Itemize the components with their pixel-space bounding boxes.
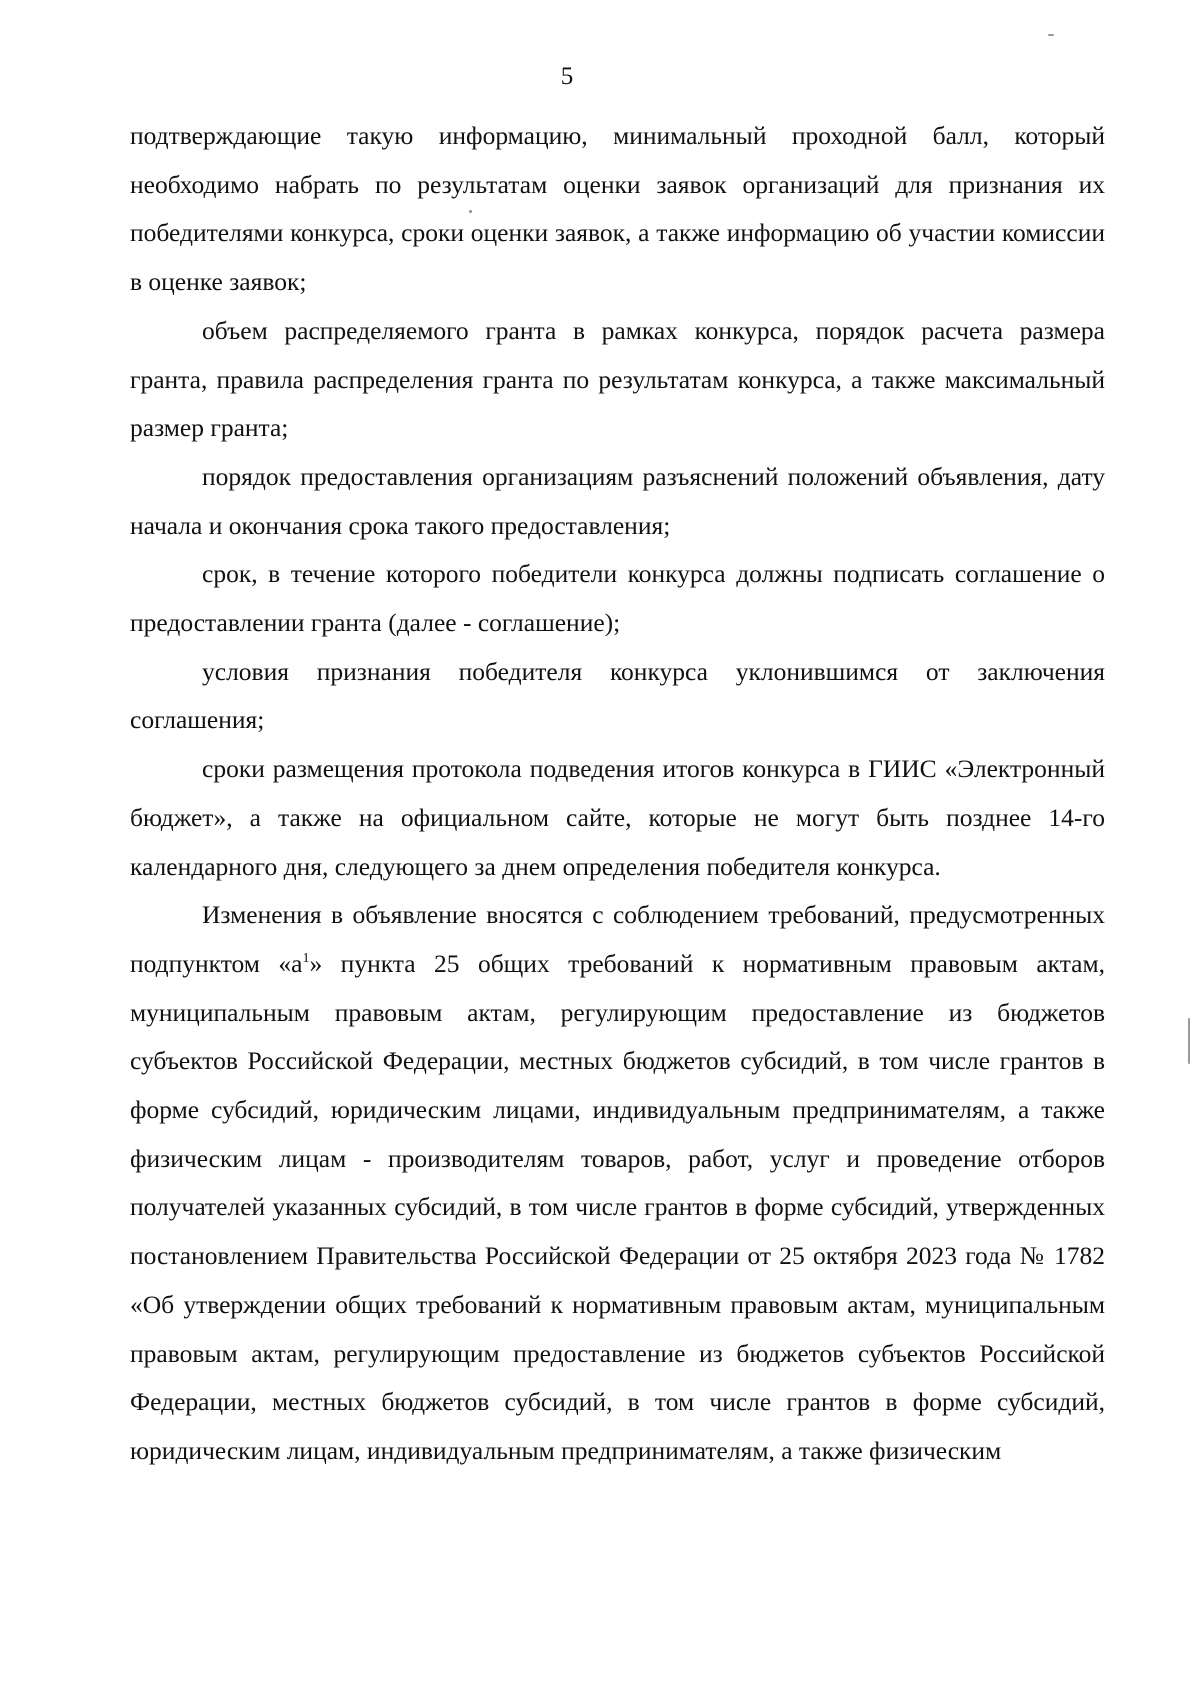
paragraph-3: порядок предоставления организациям разъяснений положений объявления, дату начала и окончания срока такого предоставления;	[130, 461, 1105, 540]
scan-speck	[1048, 34, 1054, 36]
paragraph-6: сроки размещения протокола подведения итогов конкурса в ГИИС «Электронный бюджет», а также на официальном сайте, которые не могут быть позднее 14-го календарного дня, следующего за днем определения победителя конкурса.	[130, 754, 1105, 881]
scan-speck	[469, 210, 472, 213]
paragraph-4: срок, в течение которого победители конкурса должны подписать соглашение о предоставлении гранта (далее - соглашение);	[130, 559, 1105, 638]
paragraph-2: объем распределяемого гранта в рамках конкурса, порядок расчета размера гранта, правила распределения гранта по результатам конкурса, а также максимальный размер гранта;	[130, 315, 1105, 443]
document-body	[130, 112, 1105, 1476]
paragraph-7-text-before: Изменения в объявление вносятся с соблюдением требований, предусмотренных подпунктом «а	[130, 900, 1105, 978]
page-number: 5	[560, 63, 574, 90]
scan-speck	[1188, 1018, 1190, 1064]
paragraph-7-text-after: » пункта 25 общих требований к нормативным правовым актам, муниципальным правовым актам, регулирующим предоставление из бюджетов субъектов Российской Федерации, местных бюджетов субсидий, в том числе грантов в форме субсидий, юридическим лицами, индивидуальным предпринимателям, а также физическим лицам - производителям товаров, работ, услуг и проведение отборов получателей указанных субсидий, в том числе грантов в форме субсидий, утвержденных постановлением Правительства Российской Федерации от 25 октября 2023 года № 1782 «Об утверждении общих требований к нормативным правовым актам, муниципальным правовым актам, регулирующим предоставление из бюджетов субъектов Российской Федерации, местных бюджетов субсидий, в том числе грантов в форме субсидий, юридическим лицам, индивидуальным предпринимателям, а также физическим	[130, 948, 1105, 1465]
paragraph-1: подтверждающие такую информацию, минимальный проходной балл, который необходимо набрать по результатам оценки заявок организаций для признания их победителями конкурса, сроки оценки заявок, а также информацию об участии комиссии в оценке заявок;	[130, 121, 1105, 297]
paragraph-7	[130, 891, 1105, 1475]
superscript-mark: 1	[302, 950, 310, 966]
paragraph-5: условия признания победителя конкурса уклонившимся от заключения соглашения;	[130, 656, 1105, 735]
